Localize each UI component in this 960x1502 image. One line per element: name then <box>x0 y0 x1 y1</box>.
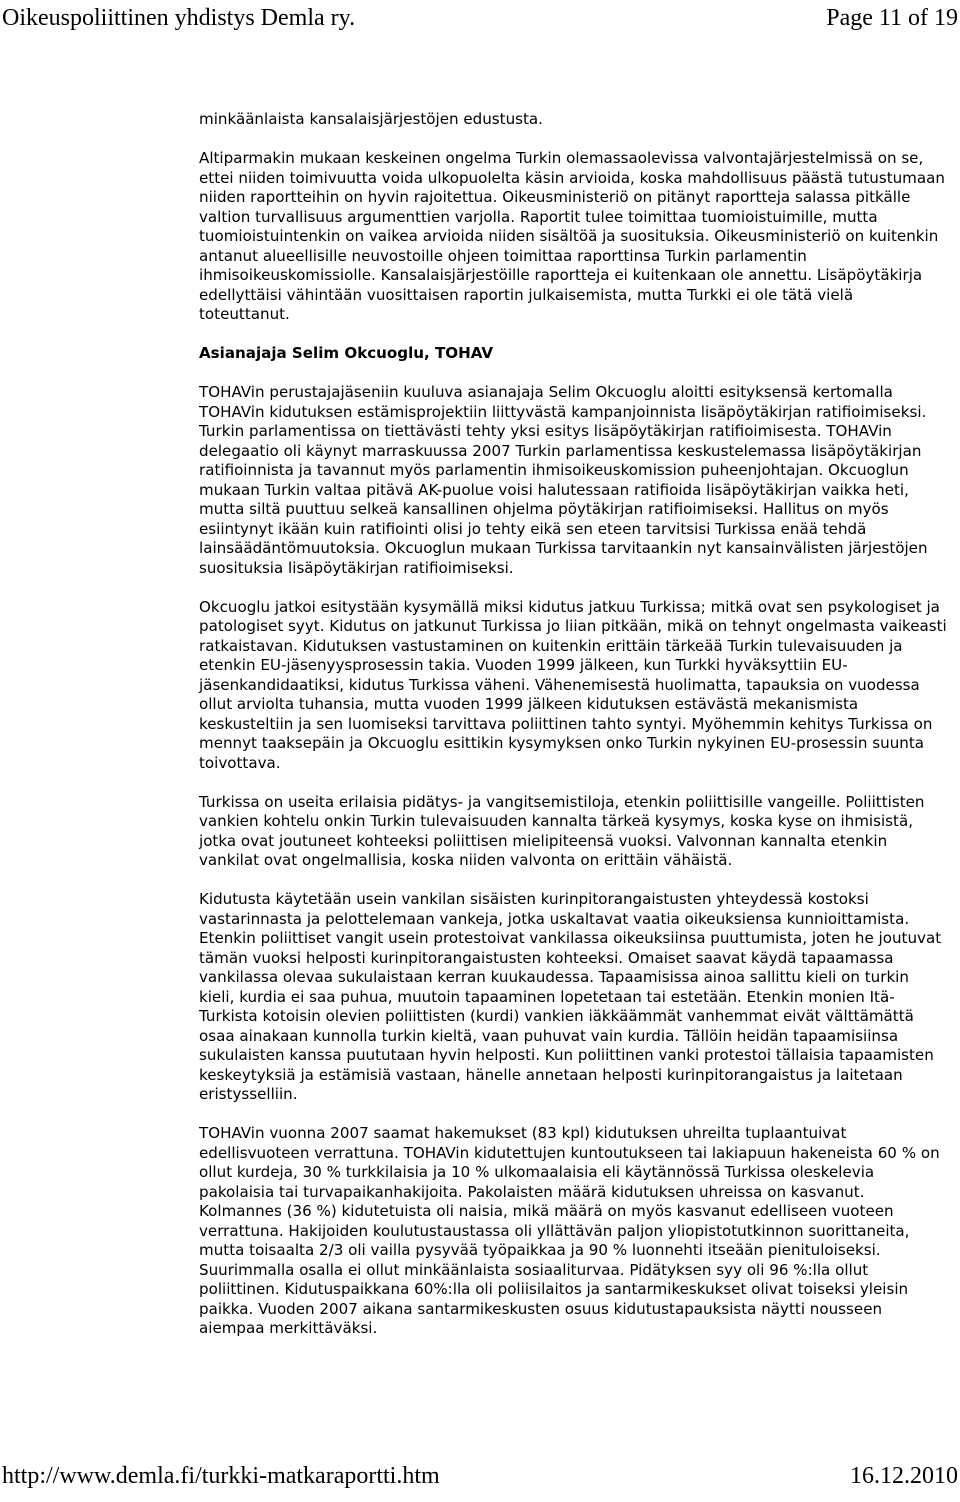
header-organization: Oikeuspoliittinen yhdistys Demla ry. <box>2 5 356 31</box>
paragraph: Altiparmakin mukaan keskeinen ongelma Turkin olemassaolevissa valvontajärjestelmissä on se, ettei niiden toimivuutta voida ulkopuolelta käsin arvioida, koska mahdollisuus päästä tutustumaan niiden raportteihin on hyvin rajoitettua. Oikeusministeriö on pitänyt raportteja salassa pitkälle valtion turvallisuus argumenttien varjolla. Raportit tulee toimittaa tuomioistuimille, mutta tuomioistuintenkin on vaikea arvioida niiden sisältöä ja suosituksia. Oikeusministeriö on kuitenkin antanut alueellisille neuvostoille ohjeen toimittaa raporttinsa Turkin parlamentin ihmisoikeuskomissiolle. Kansalaisjärjestöille raportteja ei kuitenkaan ole annettu. Lisäpöytäkirja edellyttäisi vähintään vuosittaisen raportin julkaisemista, mutta Turkki ei ole tätä vielä toteuttanut. <box>199 149 945 323</box>
paragraph: Turkissa on useita erilaisia pidätys- ja vangitsemistiloja, etenkin poliittisille vangeille. Poliittisten vankien kohtelu onkin Turkin tulevaisuuden kannalta tärkeä kysymys, koska kyse on ihmisistä, jotka ovat joutuneet kohteeksi poliittisen mielipiteensä vuoksi. Valvonnan kannalta etenkin vankilat ovat ongelmallisia, koska niiden valvonta on erittäin vähäistä. <box>199 792 925 869</box>
document-body <box>199 110 947 1358</box>
footer-url: http://www.demla.fi/turkki-matkaraportti.htm <box>2 1463 440 1489</box>
paragraph: minkäänlaista kansalaisjärjestöjen edustusta. <box>199 110 543 128</box>
paragraph: TOHAVin vuonna 2007 saamat hakemukset (83 kpl) kidutuksen uhreilta tuplaantuivat edellisvuoteen verrattuna. TOHAVin kidutettujen kuntoutukseen tai lakiapuun hakeneista 60 % on ollut kurdeja, 30 % turkkilaisia ja 10 % ulkomaalaisia eli käytännössä Turkissa oleskelevia pakolaisia tai turvapaikanhakijoita. Pakolaisten määrä kidutuksen uhreissa on kasvanut. Kolmannes (36 %) kidutetuista oli naisia, mikä määrä on myös kasvanut edelliseen vuoteen verrattuna. Hakijoiden koulutustaustassa oli yllättävän paljon yliopistotutkinnon suorittaneita, mutta toisaalta 2/3 oli vailla pysyvää työpaikkaa ja 90 % luonnehti itseään pienituloiseksi. Suurimmalla osalla ei ollut minkäänlaista sosiaaliturvaa. Pidätyksen syy oli 96 %:lla ollut poliittinen. Kidutuspaikkana 60%:lla oli poliisilaitos ja santarmikeskukset olivat toiseksi yleisin paikka. Vuoden 2007 aikana santarmikeskusten osuus kidutustapauksista näytti nousseen aiempaa merkittäväksi. <box>199 1124 940 1337</box>
paragraph: Kidutusta käytetään usein vankilan sisäisten kurinpitorangaistusten yhteydessä kostoksi vastarinnasta ja pelottelemaan vankeja, jotka uskaltavat vaatia oikeuksiensa kunnioittamista. Etenkin poliittiset vangit usein protestoivat vankilassa oikeuksiinsa puuttumista, joten he joutuvat tämän vuoksi helposti kurinpitorangaistusten kohteeksi. Omaiset saavat käydä tapaamassa vankilassa olevaa sukulaistaan kerran kuukaudessa. Tapaamisissa ainoa sallittu kieli on turkin kieli, kurdia ei saa puhua, muutoin tapaaminen lopetetaan tai estetään. Etenkin monien Itä-Turkista kotoisin olevien poliittisten (kurdi) vankien iäkkäämmät vanhemmat eivät välttämättä osaa ainakaan kunnolla turkin kieltä, vaan puhuvat vain kurdia. Tällöin heidän tapaamisiinsa sukulaisten kanssa puututaan hyvin helposti. Kun poliittinen vanki protestoi tällaisia tapaamisten keskeytyksiä ja estämisiä vastaan, hänelle annetaan helposti kurinpitorangaistus ja laitetaan eristysselliin. <box>199 890 942 1103</box>
section-heading: Asianajaja Selim Okcuoglu, TOHAV <box>199 344 494 362</box>
footer-date: 16.12.2010 <box>850 1463 958 1489</box>
paragraph: TOHAVin perustajajäseniin kuuluva asianajaja Selim Okcuoglu aloitti esityksensä kertomalla TOHAVin kidutuksen estämisprojektiin liittyvästä kampanjoinnista lisäpöytäkirjan ratifioimiseksi. Turkin parlamentissa on tiettävästi tehty yksi esitys lisäpöytäkirjan ratifioimisesta. TOHAVin delegaatio oli käynyt marraskuussa 2007 Turkin parlamentissa keskustelemassa lisäpöytäkirjan ratifioinnista ja tavannut myös parlamentin ihmisoikeuskomission puheenjohtajan. Okcuoglun mukaan Turkin valtaa pitävä AK-puolue voisi halutessaan ratifioida lisäpöytäkirjan vaikka heti, mutta siltä puuttuu selkeä kansallinen ohjelma pöytäkirjan ratifioimiseksi. Hallitus on myös esiintynyt ikään kuin ratifiointi olisi jo tehty eikä sen eteen tarvitsisi Turkissa enää tehdä lainsäädäntömuutoksia. Okcuoglun mukaan Turkissa tarvitaankin nyt kansainvälisten järjestöjen suosituksia lisäpöytäkirjan ratifioimiseksi. <box>199 383 928 577</box>
header-page-number: Page 11 of 19 <box>826 5 958 31</box>
paragraph: Okcuoglu jatkoi esitystään kysymällä miksi kidutus jatkuu Turkissa; mitkä ovat sen psykologiset ja patologiset syyt. Kidutus on jatkunut Turkissa jo liian pitkään, mikä on tehnyt ongelmasta vaikeasti ratkaistavan. Kidutuksen vastustaminen on kuitenkin erittäin tärkeää Turkin tulevaisuuden ja etenkin EU-jäsenyysprosessin takia. Vuoden 1999 jälkeen, kun Turkki hyväksyttiin EU-jäsenkandidaatiksi, kidutus Turkissa väheni. Vähenemisestä huolimatta, tapauksia on vuodessa ollut arviolta tuhansia, mutta vuoden 1999 jälkeen kidutuksen estävästä mekanismista keskusteltiin ja sen luomiseksi tarvittava poliittinen tahto syntyi. Myöhemmin kehitys Turkissa on mennyt taaksepäin ja Okcuoglu esittikin kysymyksen onko Turkin nykyinen EU-prosessin suunta toivottava. <box>199 597 947 772</box>
